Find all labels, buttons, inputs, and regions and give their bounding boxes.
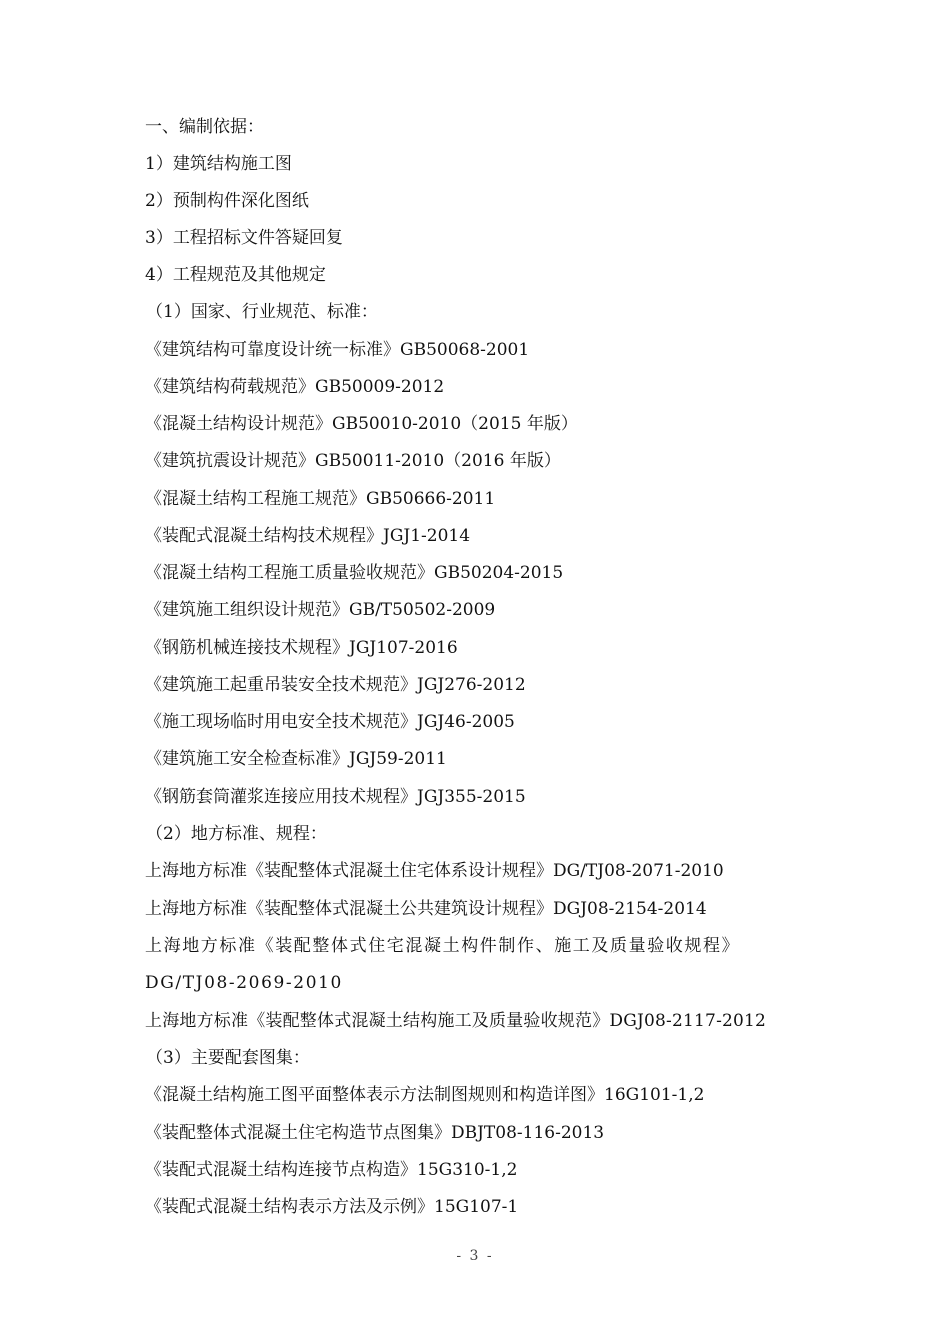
standard-item: 《混凝土结构工程施工质量验收规范》GB50204-2015 [145, 563, 564, 583]
subsection-heading: （1）国家、行业规范、标准： [146, 302, 378, 322]
atlas-item: 《装配式混凝土结构连接节点构造》15G310-1,2 [145, 1160, 518, 1180]
section-heading: 一、编制依据： [145, 117, 264, 137]
standard-item: 《钢筋机械连接技术规程》JGJ107-2016 [145, 638, 458, 658]
basis-item: 1）建筑结构施工图 [145, 154, 292, 174]
local-standard-item: 上海地方标准《装配整体式混凝土结构施工及质量验收规范》DGJ08-2117-2012 [145, 1011, 767, 1031]
standard-item: 《装配式混凝土结构技术规程》JGJ1-2014 [145, 526, 471, 546]
local-standard-item: 上海地方标准《装配整体式混凝土住宅体系设计规程》DG/TJ08-2071-2010 [145, 861, 724, 881]
page-number: - 3 - [456, 1248, 494, 1264]
standard-item: 《建筑抗震设计规范》GB50011-2010（2016 年版） [145, 451, 561, 471]
basis-item: 4）工程规范及其他规定 [145, 265, 326, 285]
basis-item: 3）工程招标文件答疑回复 [145, 228, 343, 248]
subsection-heading: （2）地方标准、规程： [146, 824, 327, 844]
basis-item: 2）预制构件深化图纸 [145, 191, 309, 211]
standard-item: 《建筑施工组织设计规范》GB/T50502-2009 [145, 600, 496, 620]
standard-item: 《混凝土结构工程施工规范》GB50666-2011 [145, 489, 496, 509]
atlas-item: 《混凝土结构施工图平面整体表示方法制图规则和构造详图》16G101-1,2 [145, 1085, 705, 1105]
standard-item: 《建筑结构可靠度设计统一标准》GB50068-2001 [145, 340, 530, 360]
standard-item: 《建筑施工起重吊装安全技术规范》JGJ276-2012 [145, 675, 526, 695]
standard-item: 《施工现场临时用电安全技术规范》JGJ46-2005 [145, 712, 515, 732]
standard-item: 《建筑结构荷载规范》GB50009-2012 [145, 377, 445, 397]
atlas-item: 《装配整体式混凝土住宅构造节点图集》DBJT08-116-2013 [145, 1123, 605, 1143]
atlas-item: 《装配式混凝土结构表示方法及示例》15G107-1 [145, 1197, 519, 1217]
standard-item: 《钢筋套筒灌浆连接应用技术规程》JGJ355-2015 [145, 787, 526, 807]
local-standard-item: 上海地方标准《装配整体式住宅混凝土构件制作、施工及质量验收规程》 [145, 936, 741, 956]
subsection-heading: （3）主要配套图集： [146, 1048, 310, 1068]
standard-item: 《混凝土结构设计规范》GB50010-2010（2015 年版） [145, 414, 578, 434]
local-standard-code: DG/TJ08-2069-2010 [145, 973, 343, 993]
local-standard-item: 上海地方标准《装配整体式混凝土公共建筑设计规程》DGJ08-2154-2014 [145, 899, 707, 919]
standard-item: 《建筑施工安全检查标准》JGJ59-2011 [145, 749, 447, 769]
